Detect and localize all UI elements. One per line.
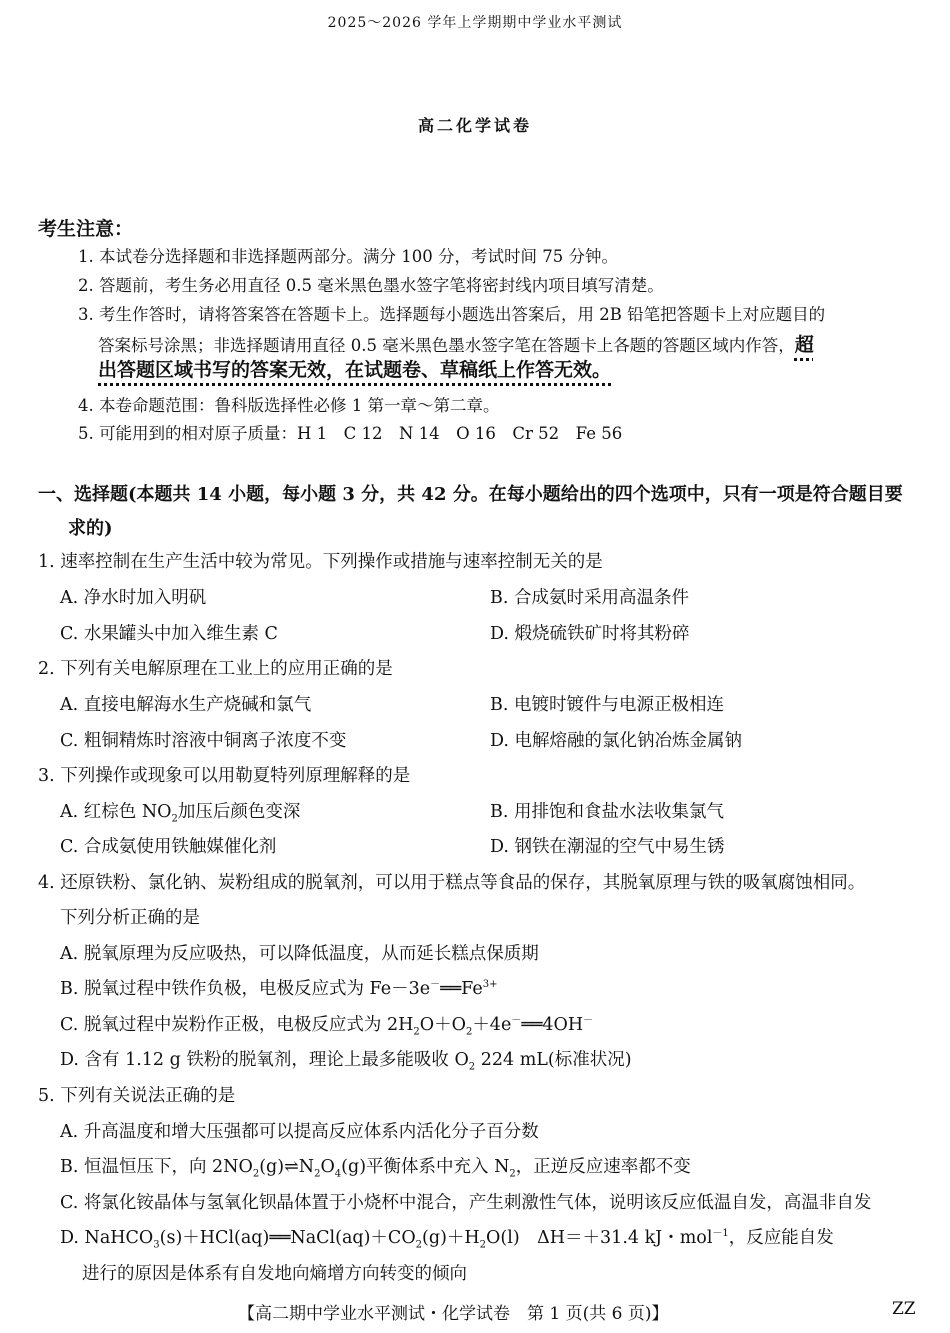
q5-option-b: B. 恒温恒压下，向 $2NO_2(g)\rightleftharpoons N_2O_4(g)$平衡体系中充入 $N_2$，正逆反应速率都不变 [60, 1157, 691, 1180]
q2-option-d: D. 电解熔融的氯化钠冶炼金属钠 [490, 731, 743, 751]
q2-option-c: C. 粗铜精炼时溶液中铜离子浓度不变 [60, 731, 347, 751]
q4-stem: 4. 还原铁粉、氯化钠、炭粉组成的脱氧剂，可以用于糕点等食品的保存，其脱氧原理与铁的吸氧腐蚀相同。 [38, 873, 866, 893]
section-heading: 一、选择题(本题共 14 小题，每小题 3 分，共 42 分。在每小题给出的四个选项中，只有一项是符合题目要 [38, 484, 903, 505]
q1-stem: 1. 速率控制在生产生活中较为常见。下列操作或措施与速率控制无关的是 [38, 552, 603, 572]
q2-option-a: A. 直接电解海水生产烧碱和氯气 [60, 695, 312, 715]
q1-option-d: D. 煅烧硫铁矿时将其粉碎 [490, 624, 690, 644]
notice-item-3-line1: 3. 考生作答时，请将答案答在答题卡上。选择题每小题选出答案后，用 2B 铅笔把答题卡上对应题目的 [78, 305, 826, 324]
page-footer: 【高二期中学业水平测试・化学试卷 第 1 页(共 6 页)】 [238, 1304, 669, 1324]
notice-heading: 考生注意： [38, 218, 134, 240]
footer-code: ZZ [892, 1299, 916, 1319]
q4-stem-cont: 下列分析正确的是 [60, 908, 200, 928]
exam-title: 2025～2026 学年上学期期中学业水平测试 [327, 15, 623, 31]
q3-option-c: C. 合成氨使用铁触媒催化剂 [60, 837, 277, 857]
section-heading-cont: 求的) [68, 518, 113, 539]
q4-option-c: C. 脱氧过程中炭粉作正极，电极反应式为 $2H_2O+O_2+4e^-══4OH^-$ [60, 1015, 594, 1038]
q3-option-d: D. 钢铁在潮湿的空气中易生锈 [490, 837, 725, 857]
notice-emphasis: 出答题区域书写的答案无效，在试题卷、草稿纸上作答无效。 [98, 359, 612, 381]
q5-option-a: A. 升高温度和增大压强都可以提高反应体系内活化分子百分数 [60, 1122, 539, 1142]
q1-option-c: C. 水果罐头中加入维生素 C [60, 624, 278, 644]
exam-subtitle: 高二化学试卷 [417, 116, 532, 135]
q3-option-b: B. 用排饱和食盐水法收集氯气 [490, 802, 724, 822]
notice-item-5: 5. 可能用到的相对原子质量：H 1 C 12 N 14 O 16 Cr 52 Fe 56 [78, 424, 623, 443]
notice-emphasis-start: 超 [794, 334, 814, 356]
q1-option-b: B. 合成氨时采用高温条件 [490, 588, 689, 608]
notice-item-3-text: 答案标号涂黑；非选择题请用直径 0.5 毫米黑色墨水签字笔在答题卡上各题的答题区域内作答， [98, 336, 795, 355]
q3-stem: 3. 下列操作或现象可以用勒夏特列原理解释的是 [38, 766, 411, 786]
q1-option-a: A. 净水时加入明矾 [60, 588, 207, 608]
q4-option-b: B. 脱氧过程中铁作负极，电极反应式为 $Fe-3e^-══Fe^{3+}$ [60, 979, 498, 999]
q5-option-d: D. $NaHCO_3(s)+HCl(aq)══NaCl(aq)+CO_2(g)+H_2O(l)$ ΔH＝＋31.4 kJ・mol$^{-1}$，反应能自发 [60, 1228, 834, 1251]
notice-item-2: 2. 答题前，考生务必用直径 0.5 毫米黑色墨水签字笔将密封线内项目填写清楚。 [78, 276, 664, 295]
q4-option-d: D. 含有 1.12 g 铁粉的脱氧剂，理论上最多能吸收 $O_2$ 224 mL(标准状况) [60, 1050, 632, 1073]
notice-item-4: 4. 本卷命题范围：鲁科版选择性必修 1 第一章～第二章。 [78, 396, 500, 415]
q2-option-b: B. 电镀时镀件与电源正极相连 [490, 695, 724, 715]
q5-option-d-cont: 进行的原因是体系有自发地向熵增方向转变的倾向 [82, 1264, 467, 1284]
q4-option-a: A. 脱氧原理为反应吸热，可以降低温度，从而延长糕点保质期 [60, 944, 539, 964]
notice-item-3-line2 [98, 330, 814, 357]
q3-option-a: A. 红棕色 $NO_2$加压后颜色变深 [60, 802, 301, 825]
q5-stem: 5. 下列有关说法正确的是 [38, 1086, 236, 1106]
notice-item-1: 1. 本试卷分选择题和非选择题两部分。满分 100 分，考试时间 75 分钟。 [78, 247, 618, 266]
q5-option-c: C. 将氯化铵晶体与氢氧化钡晶体置于小烧杯中混合，产生刺激性气体，说明该反应低温自发，高温非自发 [60, 1193, 872, 1213]
q2-stem: 2. 下列有关电解原理在工业上的应用正确的是 [38, 659, 393, 679]
